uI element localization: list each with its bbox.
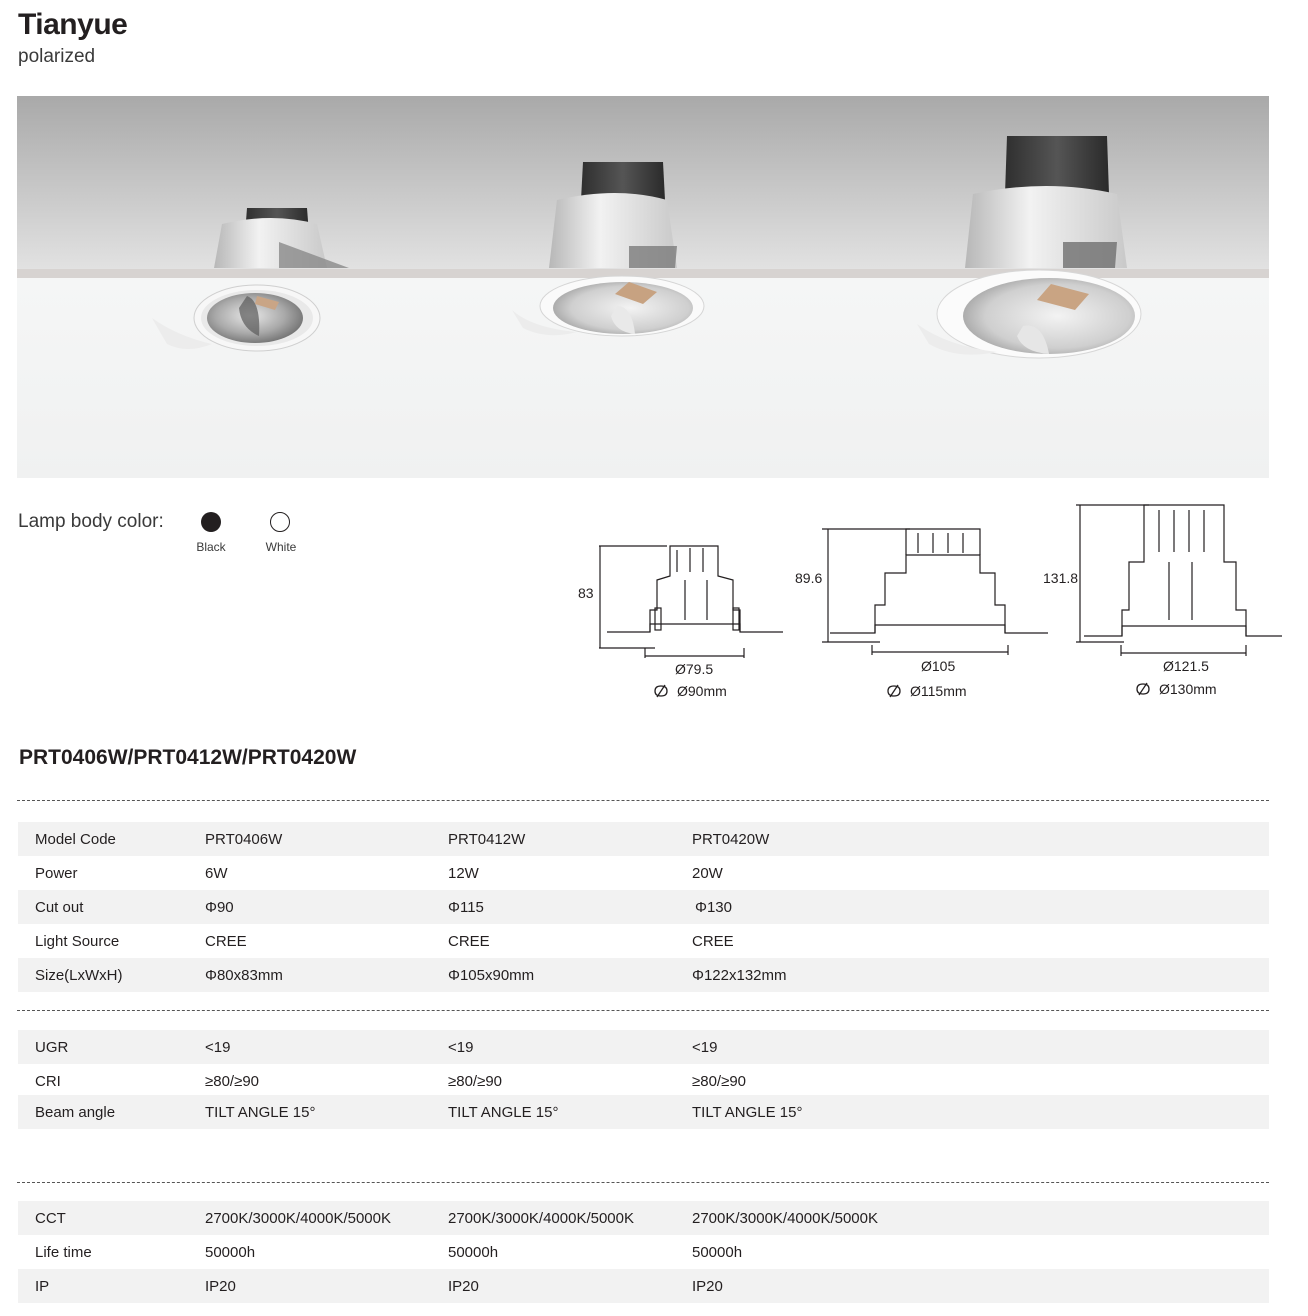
- row-label: Power: [35, 864, 78, 882]
- dim-height-1: 83: [578, 585, 594, 601]
- dimension-drawing-2: [820, 525, 1052, 660]
- cutout-value-2: Ø115mm: [910, 683, 967, 699]
- cell: CREE: [205, 932, 247, 950]
- table-row: [18, 822, 1269, 856]
- table-row: [18, 1095, 1269, 1129]
- product-title: Tianyue: [18, 8, 128, 41]
- table-row: [18, 1030, 1269, 1064]
- cell: TILT ANGLE 15°: [448, 1103, 559, 1121]
- cell: 50000h: [448, 1243, 499, 1261]
- cell: PRT0406W: [205, 830, 283, 848]
- row-label: UGR: [35, 1038, 69, 1056]
- cell: 20W: [692, 864, 723, 882]
- dim-diameter-3: Ø121.5: [1163, 658, 1209, 674]
- color-swatch-white[interactable]: [270, 512, 290, 532]
- cutout-icon: [884, 683, 904, 699]
- dim-height-3: 131.8: [1043, 570, 1079, 586]
- dim-cutout-2: [884, 683, 967, 699]
- cell: Φ130: [695, 898, 732, 916]
- table-row: [18, 1235, 1269, 1269]
- cell: IP20: [692, 1277, 723, 1295]
- dim-height-2: 89.6: [795, 570, 823, 586]
- row-label: Cut out: [35, 898, 84, 916]
- color-label-black: Black: [196, 540, 226, 554]
- cell: 50000h: [205, 1243, 256, 1261]
- cell: 2700K/3000K/4000K/5000K: [205, 1209, 391, 1227]
- cell: <19: [448, 1038, 474, 1056]
- cell: CREE: [692, 932, 734, 950]
- table-row: [18, 1201, 1269, 1235]
- cutout-icon: [1133, 681, 1153, 697]
- cell: Φ122x132mm: [692, 966, 787, 984]
- table-row: [18, 924, 1269, 958]
- cell: IP20: [205, 1277, 236, 1295]
- cell: PRT0420W: [692, 830, 770, 848]
- dim-cutout-3: [1133, 681, 1217, 697]
- table-row: [18, 856, 1269, 890]
- color-label-white: White: [265, 540, 297, 554]
- row-label: Beam angle: [35, 1103, 116, 1121]
- dim-diameter-1: Ø79.5: [675, 661, 714, 677]
- table-row: [18, 1064, 1269, 1098]
- row-label: Light Source: [35, 932, 120, 950]
- cell: 2700K/3000K/4000K/5000K: [692, 1209, 878, 1227]
- product-hero-image: [17, 96, 1269, 478]
- lamp-body-color-label: Lamp body color:: [18, 511, 164, 532]
- cell: 50000h: [692, 1243, 743, 1261]
- cell: Φ105x90mm: [448, 966, 535, 984]
- dim-cutout-1: [651, 683, 727, 699]
- row-label: IP: [35, 1277, 50, 1295]
- table-divider: [17, 800, 1269, 801]
- cutout-value-1: Ø90mm: [677, 683, 727, 699]
- table-divider: [17, 1010, 1269, 1011]
- cell: 2700K/3000K/4000K/5000K: [448, 1209, 634, 1227]
- cell: TILT ANGLE 15°: [692, 1103, 803, 1121]
- row-label: Model Code: [35, 830, 116, 848]
- dimension-drawing-1: [595, 540, 785, 665]
- cell: IP20: [448, 1277, 479, 1295]
- cell: ≥80/≥90: [205, 1072, 260, 1090]
- cell: Φ80x83mm: [205, 966, 283, 984]
- cutout-value-3: Ø130mm: [1159, 681, 1217, 697]
- models-title: PRT0406W/PRT0412W/PRT0420W: [19, 746, 357, 769]
- row-label: Life time: [35, 1243, 92, 1261]
- cell: 6W: [205, 864, 228, 882]
- table-row: [18, 890, 1269, 924]
- table-divider: [17, 1182, 1269, 1183]
- cell: <19: [692, 1038, 718, 1056]
- row-label: CRI: [35, 1072, 61, 1090]
- cell: Φ90: [205, 898, 234, 916]
- cell: ≥80/≥90: [692, 1072, 747, 1090]
- cell: <19: [205, 1038, 231, 1056]
- row-label: Size(LxWxH): [35, 966, 123, 984]
- row-label: CCT: [35, 1209, 66, 1227]
- product-subtitle: polarized: [18, 46, 96, 67]
- cell: TILT ANGLE 15°: [205, 1103, 316, 1121]
- cell: CREE: [448, 932, 490, 950]
- dimension-drawing-3: [1074, 502, 1284, 660]
- table-row: [18, 1269, 1269, 1303]
- cutout-icon: [651, 683, 671, 699]
- cell: 12W: [448, 864, 479, 882]
- cell: ≥80/≥90: [448, 1072, 503, 1090]
- color-swatch-black[interactable]: [201, 512, 221, 532]
- table-row: [18, 958, 1269, 992]
- dim-diameter-2: Ø105: [921, 658, 956, 674]
- cell: Φ115: [448, 898, 484, 916]
- cell: PRT0412W: [448, 830, 526, 848]
